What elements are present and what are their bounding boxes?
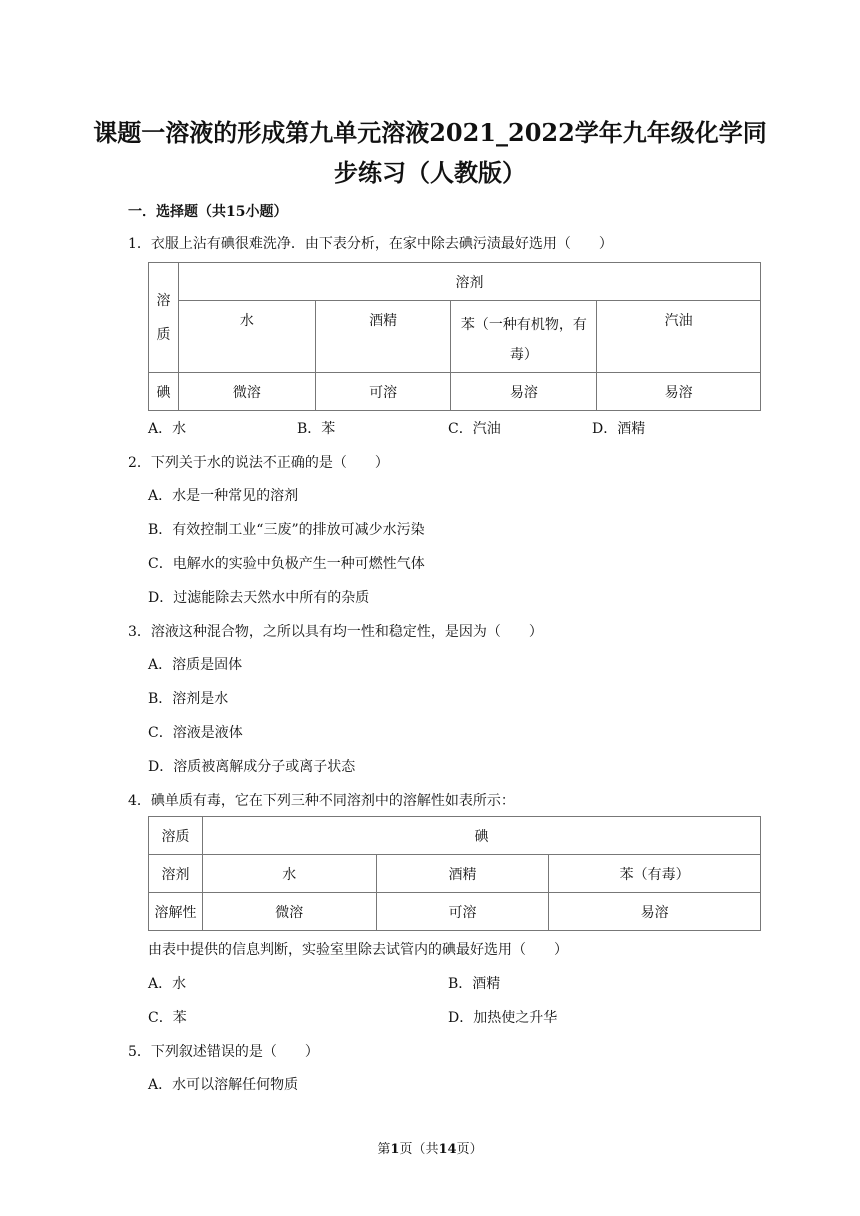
question-3-option-a: A．溶质是固体 xyxy=(148,657,243,673)
question-4-table xyxy=(148,816,761,931)
question-2-option-a: A．水是一种常见的溶剂 xyxy=(148,488,299,504)
question-3-option-d: D．溶质被离解成分子或离子状态 xyxy=(148,759,356,775)
question-4-followup: 由表中提供的信息判断，实验室里除去试管内的碘最好选用（ ） xyxy=(148,942,568,958)
question-2-option-b: B．有效控制工业“三废”的排放可减少水污染 xyxy=(148,522,425,538)
table-2-value-alcohol: 可溶 xyxy=(376,893,549,931)
question-3-option-c: C．溶液是液体 xyxy=(148,725,243,741)
question-4-stem: 4．碘单质有毒，它在下列三种不同溶剂中的溶解性如表所示： xyxy=(128,793,515,809)
table-2-value-water: 微溶 xyxy=(202,893,376,931)
table-2-solvent-benzene: 苯（有毒） xyxy=(549,855,761,893)
table-1-solvent-water: 水 xyxy=(178,301,315,373)
question-1-option-a: A．水 xyxy=(148,421,187,437)
footer-page-number: 1 xyxy=(390,1142,400,1157)
question-1-option-c: C．汽油 xyxy=(448,421,501,437)
question-4-option-d: D．加热使之升华 xyxy=(448,1010,558,1026)
question-1-option-d: D．酒精 xyxy=(592,421,646,437)
question-4-option-a: A．水 xyxy=(148,976,187,992)
table-2-solvent-alcohol: 酒精 xyxy=(376,855,549,893)
question-3-stem: 3．溶液这种混合物，之所以具有均一性和稳定性，是因为（ ） xyxy=(128,624,543,640)
footer-total-pages: 14 xyxy=(438,1142,457,1157)
table-1-value-water: 微溶 xyxy=(178,373,315,411)
document-title-line-1: 课题一溶液的形成第九单元溶液2021_2022学年九年级化学同 xyxy=(93,118,767,147)
question-2-option-c: C．电解水的实验中负极产生一种可燃性气体 xyxy=(148,556,425,572)
table-1-solvent-header: 溶剂 xyxy=(178,263,760,301)
table-2-solute-label: 溶质 xyxy=(149,817,203,855)
question-4-option-c: C．苯 xyxy=(148,1010,187,1026)
document-title-line-2: 步练习（人教版） xyxy=(334,158,526,187)
table-2-value-benzene: 易溶 xyxy=(549,893,761,931)
question-3-option-b: B．溶剂是水 xyxy=(148,691,229,707)
table-2-solvent-label: 溶剂 xyxy=(149,855,203,893)
footer-prefix: 第 xyxy=(377,1142,391,1157)
table-1-solvent-benzene: 苯（一种有机物，有毒） xyxy=(451,301,597,373)
table-1-solute-header-text: 溶质 xyxy=(156,292,171,343)
question-5-stem: 5．下列叙述错误的是（ ） xyxy=(128,1044,319,1060)
question-2-option-d: D．过滤能除去天然水中所有的杂质 xyxy=(148,590,370,606)
question-4-option-b: B．酒精 xyxy=(448,976,501,992)
footer-suffix: 页） xyxy=(456,1142,483,1157)
question-1-table xyxy=(148,262,761,411)
table-1-value-benzene: 易溶 xyxy=(451,373,597,411)
table-2-solute-value: 碘 xyxy=(202,817,760,855)
table-1-value-alcohol: 可溶 xyxy=(315,373,451,411)
table-1-row-label: 碘 xyxy=(149,373,179,411)
question-1-option-b: B．苯 xyxy=(297,421,336,437)
question-5-option-a: A．水可以溶解任何物质 xyxy=(148,1077,299,1093)
table-2-solubility-label: 溶解性 xyxy=(149,893,203,931)
section-heading: 一．选择题（共15小题） xyxy=(128,204,288,220)
question-1-stem: 1．衣服上沾有碘很难洗净．由下表分析，在家中除去碘污渍最好选用（ ） xyxy=(128,236,613,252)
page-footer xyxy=(0,1138,860,1157)
footer-middle: 页（共 xyxy=(399,1142,439,1157)
table-1-value-gasoline: 易溶 xyxy=(597,373,761,411)
question-2-stem: 2．下列关于水的说法不正确的是（ ） xyxy=(128,455,389,471)
table-1-solute-header xyxy=(149,263,179,373)
table-1-solvent-gasoline: 汽油 xyxy=(597,301,761,373)
table-1-solvent-alcohol: 酒精 xyxy=(315,301,451,373)
table-2-solvent-water: 水 xyxy=(202,855,376,893)
